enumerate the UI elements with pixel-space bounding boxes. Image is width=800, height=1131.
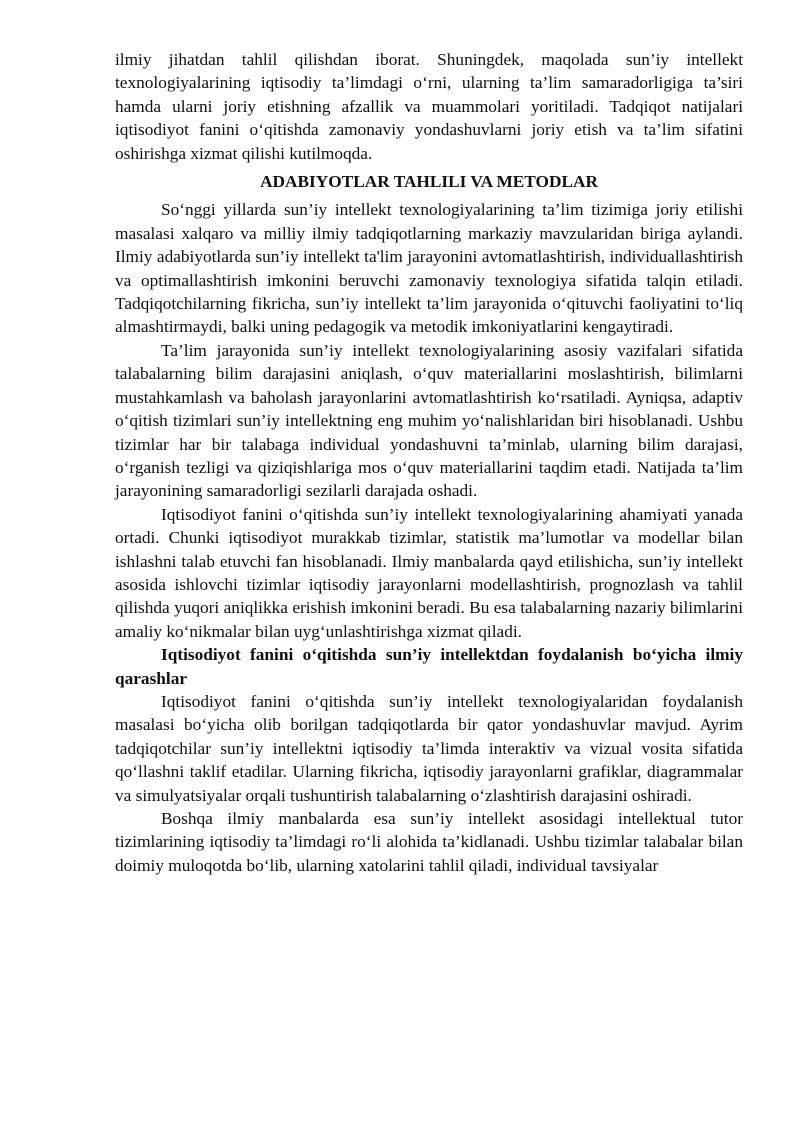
section-heading: ADABIYOTLAR TAHLILI VA METODLAR — [260, 172, 598, 192]
paragraph-intro: ilmiy jihatdan tahlil qilishdan iborat. Shuningdek, maqolada sun’iy intellekt texnologiyalarining iqtisodiy ta’limdagi o‘rni, ularning ta’lim samaradorligiga ta’siri hamda ularni joriy etishning afzallik va muammolari yoritiladi. Tadqiqot natijalari iqtisodiyot fanini o‘qitishda zamonaviy yondashuvlarni joriy etish va ta’lim sifatini oshirishga xizmat qilishi kutilmoqda. — [115, 50, 743, 163]
paragraph-literature-1: So‘nggi yillarda sun’iy intellekt texnologiyalarining ta’lim tizimiga joriy etilishi masalasi xalqaro va milliy ilmiy tadqiqotlarning markaziy mavzularidan biriga aylandi. Ilmiy adabiyotlarda sun’iy intellekt ta'lim jarayonini avtomatlashtirish, individuallashtirish va optimallashtirish imkonini beruvchi zamonaviy texnologiya sifatida talqin etiladi. Tadqiqotchilarning fikricha, sun’iy intellekt ta’lim jarayonida o‘qituvchi faoliyatini to‘liq almashtirmaydi, balki uning pedagogik va metodik imkoniyatlarini kengaytiradi. — [115, 200, 743, 337]
subsection-heading: Iqtisodiyot fanini o‘qitishda sun’iy intellektdan foydalanish bo‘yicha ilmiy qarashlar — [115, 645, 743, 688]
paragraph-literature-3: Iqtisodiyot fanini o‘qitishda sun’iy intellekt texnologiyalarining ahamiyati yanada ortadi. Chunki iqtisodiyot murakkab tizimlar, statistik ma’lumotlar va modellar bilan ishlashni talab etuvchi fan hisoblanadi. Ilmiy manbalarda qayd etilishicha, sun’iy intellekt asosida ishlovchi tizimlar iqtisodiy jarayonlarni modellashtirish, prognozlash va tahlil qilishda yuqori aniqlikka erishish imkonini beradi. Bu esa talabalarning nazariy bilimlarini amaliy ko‘nikmalar bilan uyg‘unlashtirishga xizmat qiladi. — [115, 504, 743, 641]
paragraph-literature-2: Ta’lim jarayonida sun’iy intellekt texnologiyalarining asosiy vazifalari sifatida talabalarning bilim darajasini aniqlash, o‘quv materiallarini moslashtirish, bilimlarni mustahkamlash va baholash jarayonlarini avtomatlashtirish ko‘rsatiladi. Ayniqsa, adaptiv o‘qitish tizimlari sun’iy intellektning eng muhim yo‘nalishlaridan biri hisoblanadi. Ushbu tizimlar har bir talabaga individual yondashuvni ta’minlab, ularning bilim darajasi, o‘rganish tezligi va qiziqishlariga mos o‘quv materiallarini taqdim etadi. Natijada ta’lim jarayonining samaradorligi sezilarli darajada oshadi. — [115, 340, 743, 501]
document-page — [115, 48, 743, 877]
paragraph-approaches-2: Boshqa ilmiy manbalarda esa sun’iy intellekt asosidagi intellektual tutor tizimlarining iqtisodiy ta’limdagi ro‘li alohida ta’kidlanadi. Ushbu tizimlar talabalar bilan doimiy muloqotda bo‘lib, ularning xatolarini tahlil qiladi, individual tavsiyalar — [115, 809, 743, 875]
paragraph-approaches-1: Iqtisodiyot fanini o‘qitishda sun’iy intellekt texnologiyalaridan foydalanish masalasi bo‘yicha olib borilgan tadqiqotlarda bir qator yondashuvlar mavjud. Ayrim tadqiqotchilar sun’iy intellektni iqtisodiy ta’limda interaktiv va vizual vosita sifatida qo‘llashni taklif etadilar. Ularning fikricha, iqtisodiy jarayonlarni grafiklar, diagrammalar va simulyatsiyalar orqali tushuntirish talabalarning o‘zlashtirish darajasini oshiradi. — [115, 691, 743, 805]
